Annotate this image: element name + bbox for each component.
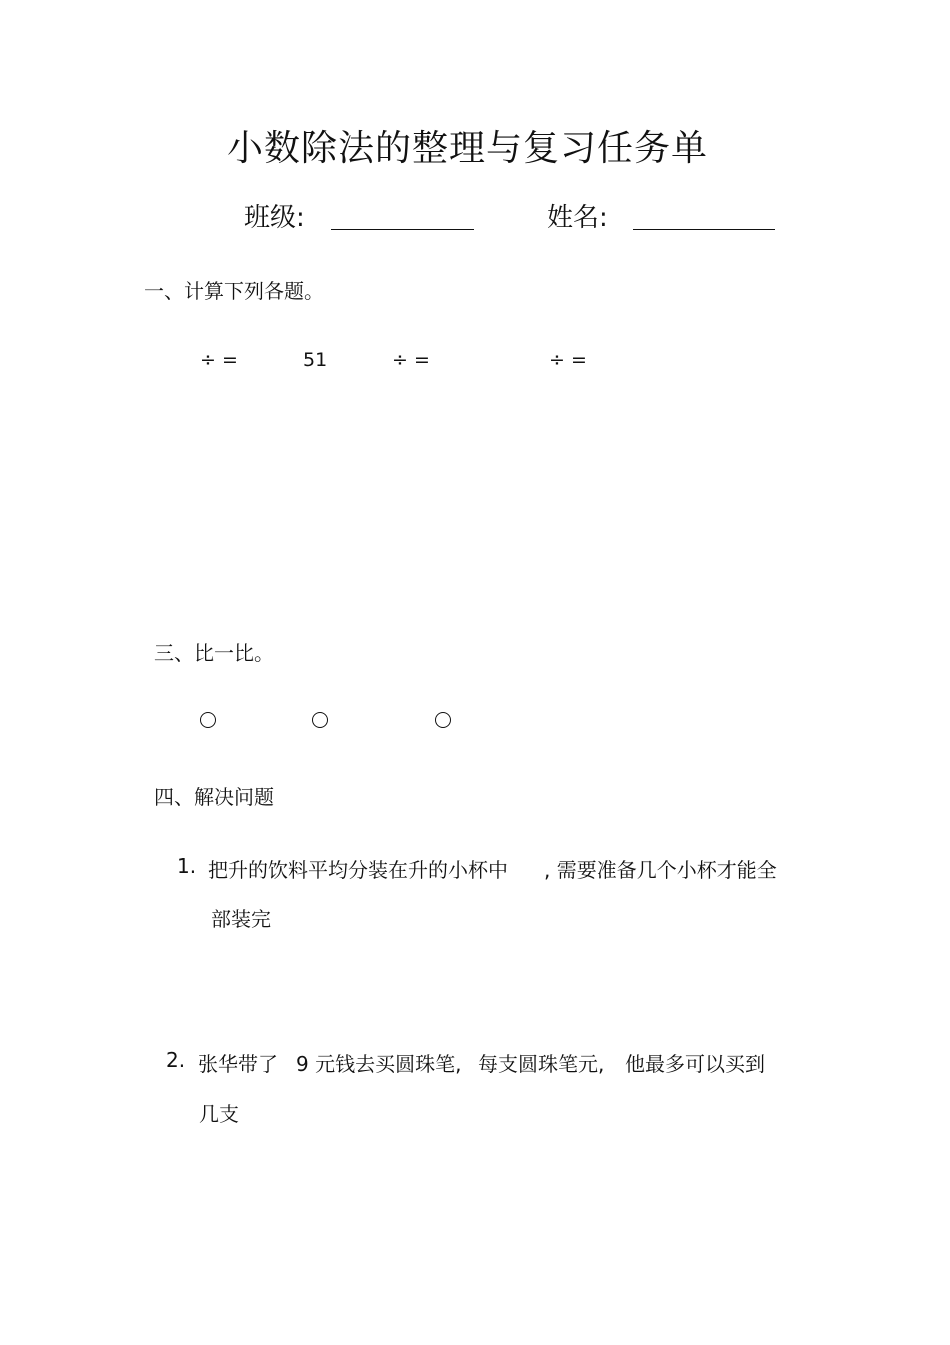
question-2-text-part-4: 他最多可以买到 xyxy=(625,1052,765,1076)
page-title: 小数除法的整理与复习任务单 xyxy=(227,128,709,169)
calc-item-3: ÷ = xyxy=(392,349,430,371)
question-1-text-part-1: 把升的饮料平均分装在升的小杯中 xyxy=(208,858,508,882)
question-2-text-line-2: 几支 xyxy=(199,1102,239,1126)
question-2-number: 2. xyxy=(166,1048,186,1072)
calc-item-1: ÷ = xyxy=(200,349,238,371)
name-blank-line[interactable] xyxy=(633,229,775,230)
section-1-heading: 一、计算下列各题。 xyxy=(144,279,324,303)
question-2-text-part-3: 每支圆珠笔元, xyxy=(478,1052,605,1076)
calc-item-4: ÷ = xyxy=(549,349,587,371)
calc-item-2: 51 xyxy=(303,349,328,371)
question-1-text-part-2: , 需要准备几个小杯才能全 xyxy=(544,858,777,882)
section-4-heading: 四、解决问题 xyxy=(154,785,274,809)
class-blank-line[interactable] xyxy=(331,229,474,230)
compare-circle-3[interactable] xyxy=(435,712,451,728)
question-2-text-part-2: 9 元钱去买圆珠笔, xyxy=(296,1052,462,1076)
class-label: 班级: xyxy=(244,203,305,233)
question-1-number: 1. xyxy=(177,854,197,878)
question-1-text-line-2: 部装完 xyxy=(211,907,271,931)
compare-circle-1[interactable] xyxy=(200,712,216,728)
compare-circle-2[interactable] xyxy=(312,712,328,728)
section-3-heading: 三、比一比。 xyxy=(154,641,274,665)
question-2-text-part-1: 张华带了 xyxy=(198,1052,278,1076)
name-label: 姓名: xyxy=(547,203,608,233)
